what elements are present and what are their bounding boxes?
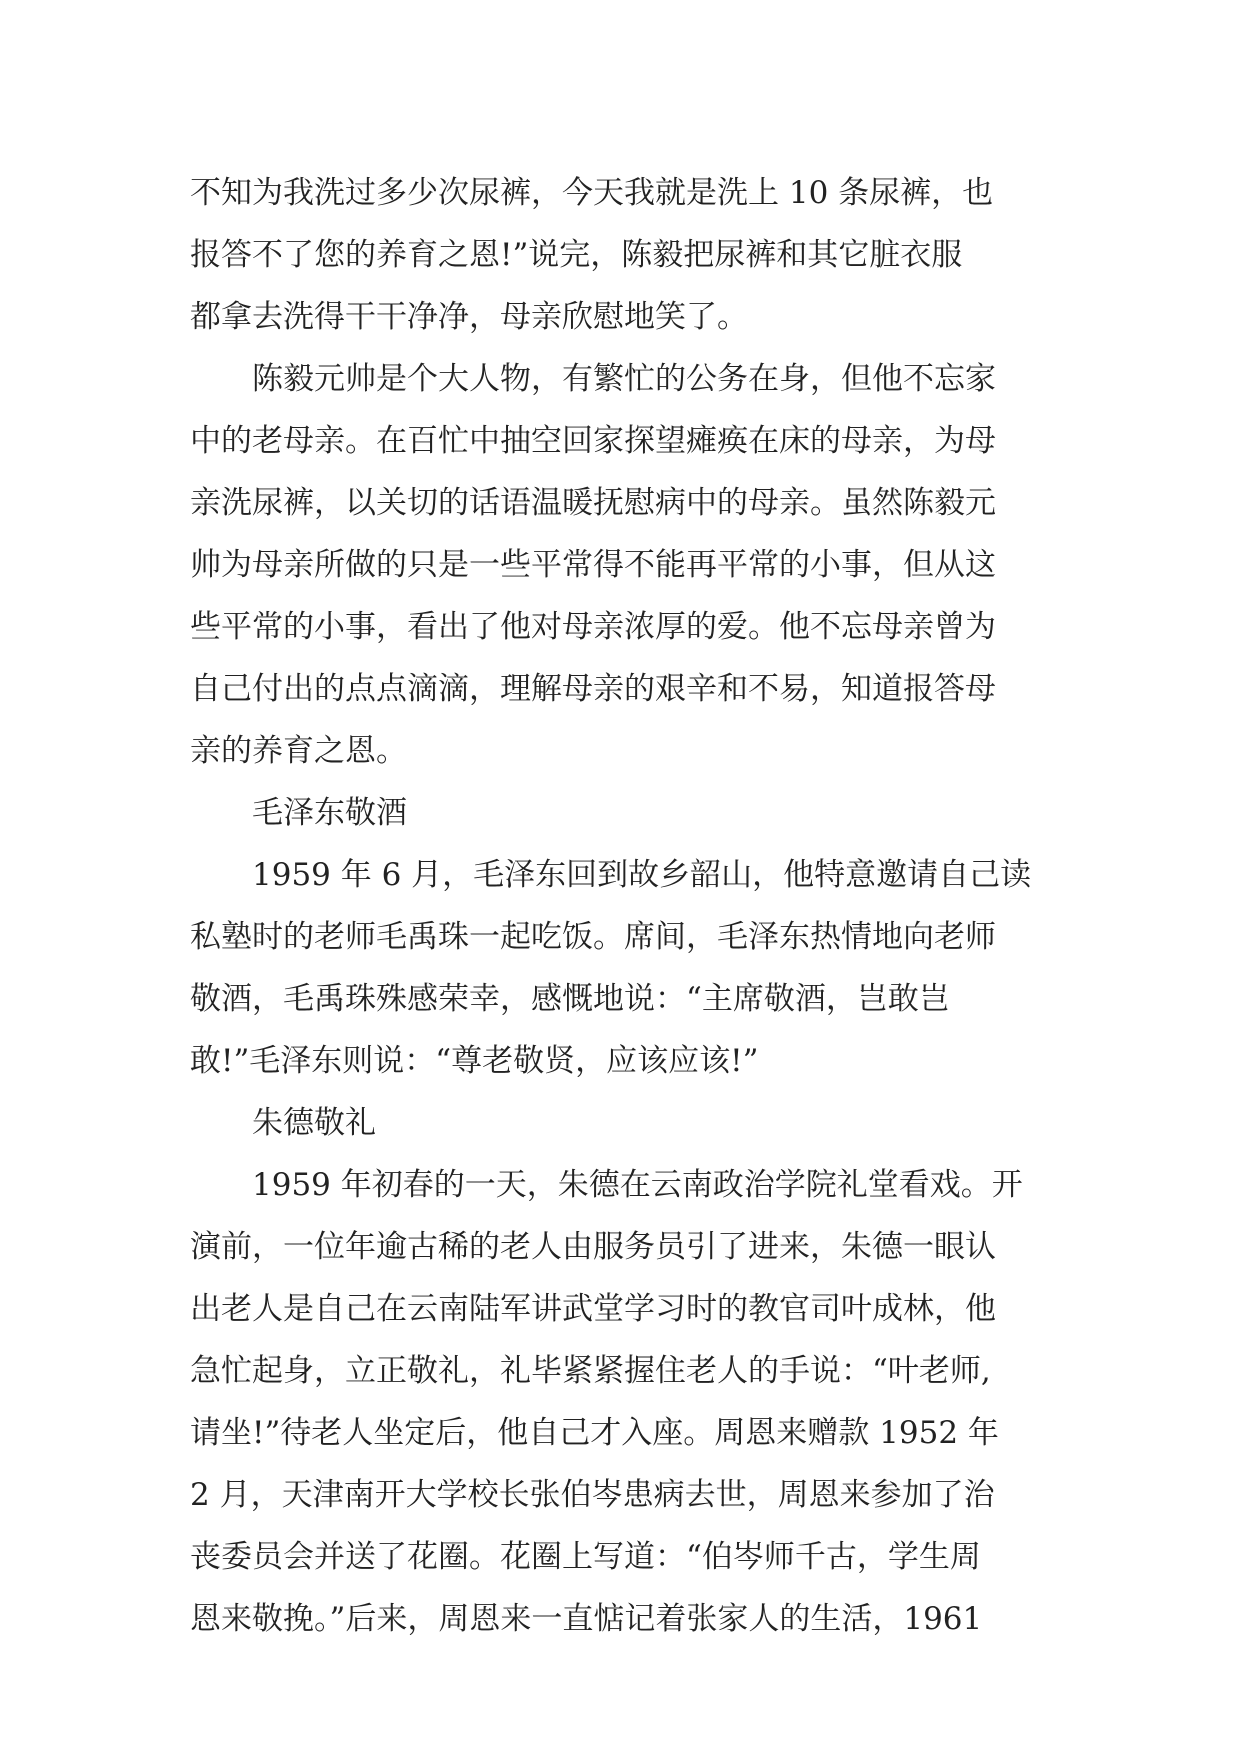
text-line: 些平常的小事，看出了他对母亲浓厚的爱。他不忘母亲曾为	[190, 609, 996, 645]
text-line: 丧委员会并送了花圈。花圈上写道：“伯岑师千古，学生周	[190, 1539, 981, 1575]
text-line: 帅为母亲所做的只是一些平常得不能再平常的小事，但从这	[190, 547, 996, 583]
text-line: 敢!”毛泽东则说：“尊老敬贤，应该应该!”	[190, 1043, 759, 1079]
text-line: 恩来敬挽。”后来，周恩来一直惦记着张家人的生活，1961	[190, 1601, 983, 1637]
text-line: 朱德敬礼	[252, 1105, 376, 1141]
text-line: 演前，一位年逾古稀的老人由服务员引了进来，朱德一眼认	[190, 1229, 996, 1265]
text-line: 急忙起身，立正敬礼，礼毕紧紧握住老人的手说：“叶老师,	[190, 1353, 991, 1389]
text-line: 出老人是自己在云南陆军讲武堂学习时的教官司叶成林，他	[190, 1291, 996, 1327]
text-line: 中的老母亲。在百忙中抽空回家探望瘫痪在床的母亲，为母	[190, 423, 996, 459]
text-line: 私塾时的老师毛禹珠一起吃饭。席间，毛泽东热情地向老师	[190, 919, 996, 955]
text-line: 报答不了您的养育之恩!”说完，陈毅把尿裤和其它脏衣服	[190, 237, 963, 273]
text-line: 1959 年初春的一天，朱德在云南政治学院礼堂看戏。开	[252, 1167, 1023, 1203]
text-line: 自己付出的点点滴滴，理解母亲的艰辛和不易，知道报答母	[190, 671, 996, 707]
body-text	[190, 162, 1050, 1650]
text-line: 陈毅元帅是个大人物，有繁忙的公务在身，但他不忘家	[252, 361, 996, 397]
text-line: 亲的养育之恩。	[190, 733, 407, 769]
text-line: 敬酒，毛禹珠殊感荣幸，感慨地说：“主席敬酒，岂敢岂	[190, 981, 950, 1017]
text-line: 1959 年 6 月，毛泽东回到故乡韶山，他特意邀请自己读	[252, 857, 1032, 893]
text-line: 亲洗尿裤，以关切的话语温暖抚慰病中的母亲。虽然陈毅元	[190, 485, 996, 521]
text-line: 毛泽东敬酒	[252, 795, 407, 831]
text-line: 请坐!”待老人坐定后，他自己才入座。周恩来赠款 1952 年	[190, 1415, 999, 1451]
text-line: 不知为我洗过多少次尿裤，今天我就是洗上 10 条尿裤，也	[190, 175, 994, 211]
text-line: 都拿去洗得干干净净，母亲欣慰地笑了。	[190, 299, 748, 335]
text-line: 2 月，天津南开大学校长张伯岑患病去世，周恩来参加了治	[190, 1477, 995, 1513]
